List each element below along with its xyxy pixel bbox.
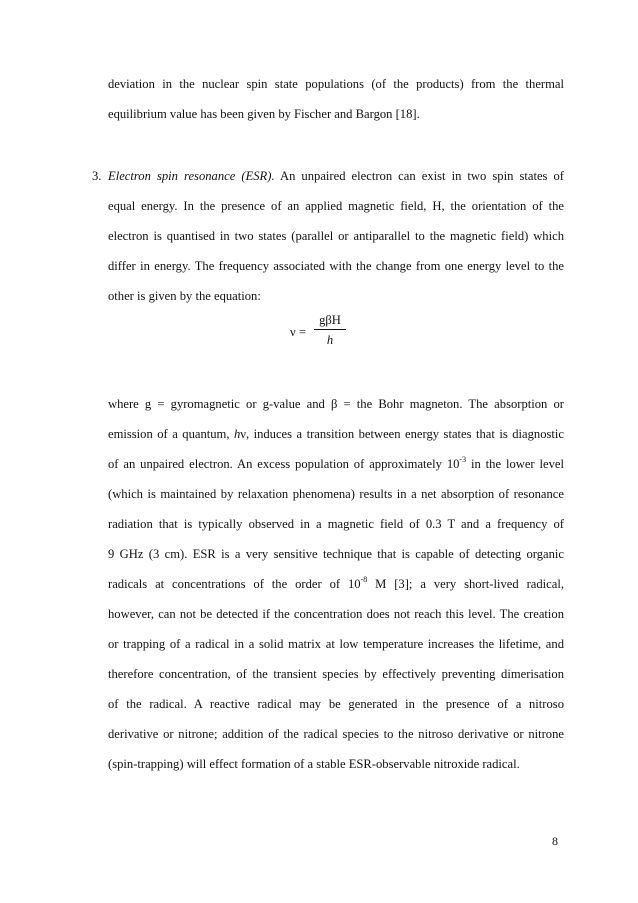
paragraph-2-line-5: radiation that is typically observed in a magnetic field of 0.3 T and a frequency of [108, 517, 564, 531]
paragraph-2-line-12: derivative or nitrone; addition of the radical species to the nitroso derivative or nitrone [108, 727, 564, 741]
paragraph-2-line-3-b: in the lower level [466, 457, 564, 471]
paragraph-2-line-3 [108, 456, 564, 472]
paragraph-2-line-7-b: M [3]; a very short-lived radical, [367, 577, 564, 591]
item-3-title: Electron spin resonance (ESR). [108, 169, 275, 183]
paragraph-2-line-7-a: radicals at concentrations of the order of 10 [108, 577, 361, 591]
paragraph-2-line-8: however, can not be detected if the concentration does not reach this level. The creation [108, 607, 564, 621]
equation-numerator: gβH [319, 313, 341, 327]
paragraph-2-line-7 [108, 576, 564, 592]
item-3-line-1 [108, 168, 564, 184]
paragraph-2-line-3-a: of an unpaired electron. An excess population of approximately 10 [108, 457, 460, 471]
equation-denominator: h [326, 333, 334, 347]
paragraph-2-line-1: where g = gyromagnetic or g-value and β = the Bohr magneton. The absorption or [108, 397, 564, 411]
item-3-line-5: other is given by the equation: [108, 289, 261, 303]
paragraph-2-line-6: 9 GHz (3 cm). ESR is a very sensitive technique that is capable of detecting organic [108, 547, 564, 561]
paragraph-1-line-2: equilibrium value has been given by Fischer and Bargon [18]. [108, 107, 420, 121]
paragraph-2-line-4: (which is maintained by relaxation phenomena) results in a net absorption of resonance [108, 487, 564, 501]
paragraph-2-line-10: therefore concentration, of the transient species by effectively preventing dimerisation [108, 667, 564, 681]
list-item-number: 3. [92, 169, 102, 183]
item-3-line-3: electron is quantised in two states (parallel or antiparallel to the magnetic field) which [108, 229, 564, 243]
equation-lhs: ν = [290, 325, 306, 339]
paragraph-2-line-2 [108, 426, 564, 442]
paragraph-1-line-1: deviation in the nuclear spin state populations (of the products) from the thermal [108, 77, 564, 91]
item-3-line-2: equal energy. In the presence of an applied magnetic field, H, the orientation of the [108, 199, 564, 213]
item-3-line-1-text: An unpaired electron can exist in two spin states of [274, 169, 564, 183]
page-number: 8 [552, 834, 558, 848]
paragraph-2-line-13: (spin-trapping) will effect formation of a stable ESR-observable nitroxide radical. [108, 757, 520, 771]
paragraph-2-line-2-c: ν, induces a transition between energy states that is diagnostic [240, 427, 564, 441]
fraction-bar [314, 329, 346, 330]
paragraph-2-line-9: or trapping of a radical in a solid matrix at low temperature increases the lifetime, and [108, 637, 564, 651]
equation-fraction [314, 312, 346, 348]
paragraph-2-line-2-a: emission of a quantum, [108, 427, 234, 441]
exponent-minus-8: -8 [360, 575, 368, 584]
item-3-line-4: differ in energy. The frequency associated with the change from one energy level to the [108, 259, 564, 273]
exponent-minus-3: -3 [459, 455, 467, 464]
paragraph-2-line-11: of the radical. A reactive radical may be generated in the presence of a nitroso [108, 697, 564, 711]
planck-constant-symbol: h [233, 427, 241, 441]
